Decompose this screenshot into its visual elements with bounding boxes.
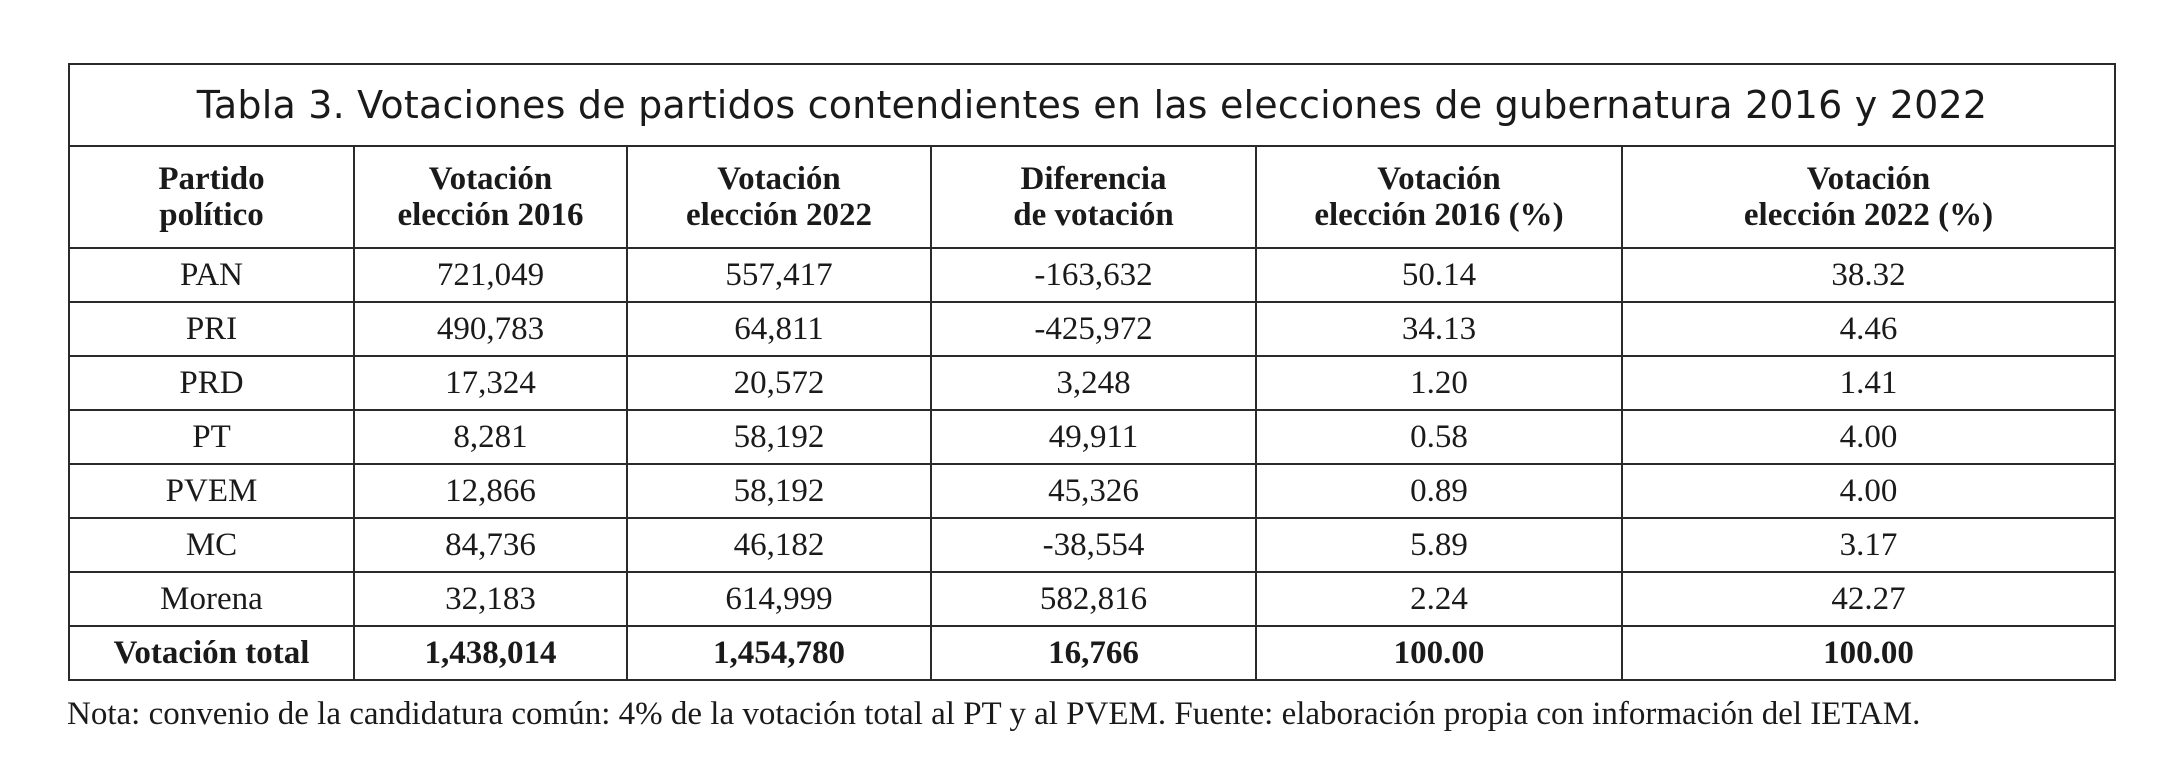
table-row <box>69 356 2115 410</box>
column-header-line: elección 2016 <box>397 197 584 233</box>
column-header-row <box>69 146 2115 248</box>
column-header-line: elección 2022 <box>685 197 873 233</box>
value-cell: 64,811 <box>627 302 931 356</box>
value-cell: 32,183 <box>354 572 627 626</box>
column-header <box>627 146 931 248</box>
value-cell: 16,766 <box>931 626 1256 680</box>
table-title: Tabla 3. Votaciones de partidos contendientes en las elecciones de gubernatura 2016 y 2022 <box>69 64 2115 146</box>
value-cell: 84,736 <box>354 518 627 572</box>
column-header-line: Votación <box>1806 161 1931 197</box>
table-row <box>69 302 2115 356</box>
value-cell: 4.00 <box>1622 410 2115 464</box>
column-header-line: Diferencia <box>1020 161 1167 197</box>
value-cell: 4.46 <box>1622 302 2115 356</box>
party-cell: MC <box>69 518 354 572</box>
table-body <box>69 248 2115 680</box>
value-cell: 1.20 <box>1256 356 1622 410</box>
table-row <box>69 410 2115 464</box>
column-header-line: Votación <box>717 161 841 197</box>
value-cell: 721,049 <box>354 248 627 302</box>
value-cell: 3.17 <box>1622 518 2115 572</box>
value-cell: 5.89 <box>1256 518 1622 572</box>
party-cell: PVEM <box>69 464 354 518</box>
party-cell: Morena <box>69 572 354 626</box>
value-cell: 42.27 <box>1622 572 2115 626</box>
party-cell: PAN <box>69 248 354 302</box>
value-cell: 582,816 <box>931 572 1256 626</box>
value-cell: 2.24 <box>1256 572 1622 626</box>
value-cell: 1,454,780 <box>627 626 931 680</box>
value-cell: 49,911 <box>931 410 1256 464</box>
results-table-container <box>68 63 2114 681</box>
column-header <box>1622 146 2115 248</box>
column-header <box>69 146 354 248</box>
column-header-line: elección 2016 (%) <box>1314 197 1564 233</box>
total-row <box>69 626 2115 680</box>
value-cell: 58,192 <box>627 464 931 518</box>
column-header-line: elección 2022 (%) <box>1743 197 1994 233</box>
value-cell: -425,972 <box>931 302 1256 356</box>
party-cell: Votación total <box>69 626 354 680</box>
value-cell: 0.58 <box>1256 410 1622 464</box>
column-header-line: Votación <box>1377 161 1501 197</box>
table-row <box>69 518 2115 572</box>
value-cell: 614,999 <box>627 572 931 626</box>
value-cell: 38.32 <box>1622 248 2115 302</box>
column-header-line: Partido <box>158 161 265 197</box>
value-cell: 3,248 <box>931 356 1256 410</box>
table-row <box>69 464 2115 518</box>
column-header-line: Votación <box>428 161 553 197</box>
value-cell: -38,554 <box>931 518 1256 572</box>
value-cell: 4.00 <box>1622 464 2115 518</box>
value-cell: 8,281 <box>354 410 627 464</box>
value-cell: 50.14 <box>1256 248 1622 302</box>
value-cell: 20,572 <box>627 356 931 410</box>
party-cell: PT <box>69 410 354 464</box>
value-cell: 34.13 <box>1256 302 1622 356</box>
value-cell: 557,417 <box>627 248 931 302</box>
table-row <box>69 572 2115 626</box>
party-cell: PRD <box>69 356 354 410</box>
value-cell: 100.00 <box>1622 626 2115 680</box>
votes-table <box>68 63 2116 681</box>
value-cell: 1,438,014 <box>354 626 627 680</box>
column-header <box>931 146 1256 248</box>
value-cell: 46,182 <box>627 518 931 572</box>
value-cell: 17,324 <box>354 356 627 410</box>
column-header <box>354 146 627 248</box>
value-cell: 1.41 <box>1622 356 2115 410</box>
value-cell: -163,632 <box>931 248 1256 302</box>
column-header <box>1256 146 1622 248</box>
column-header-line: político <box>159 197 264 233</box>
value-cell: 45,326 <box>931 464 1256 518</box>
party-cell: PRI <box>69 302 354 356</box>
value-cell: 58,192 <box>627 410 931 464</box>
value-cell: 12,866 <box>354 464 627 518</box>
value-cell: 100.00 <box>1256 626 1622 680</box>
table-note: Nota: convenio de la candidatura común: 4% de la votación total al PT y al PVEM. Fuente: elaboración propia con información del IETAM. <box>67 696 1921 732</box>
value-cell: 490,783 <box>354 302 627 356</box>
value-cell: 0.89 <box>1256 464 1622 518</box>
table-row <box>69 248 2115 302</box>
column-header-line: de votación <box>1013 197 1174 233</box>
